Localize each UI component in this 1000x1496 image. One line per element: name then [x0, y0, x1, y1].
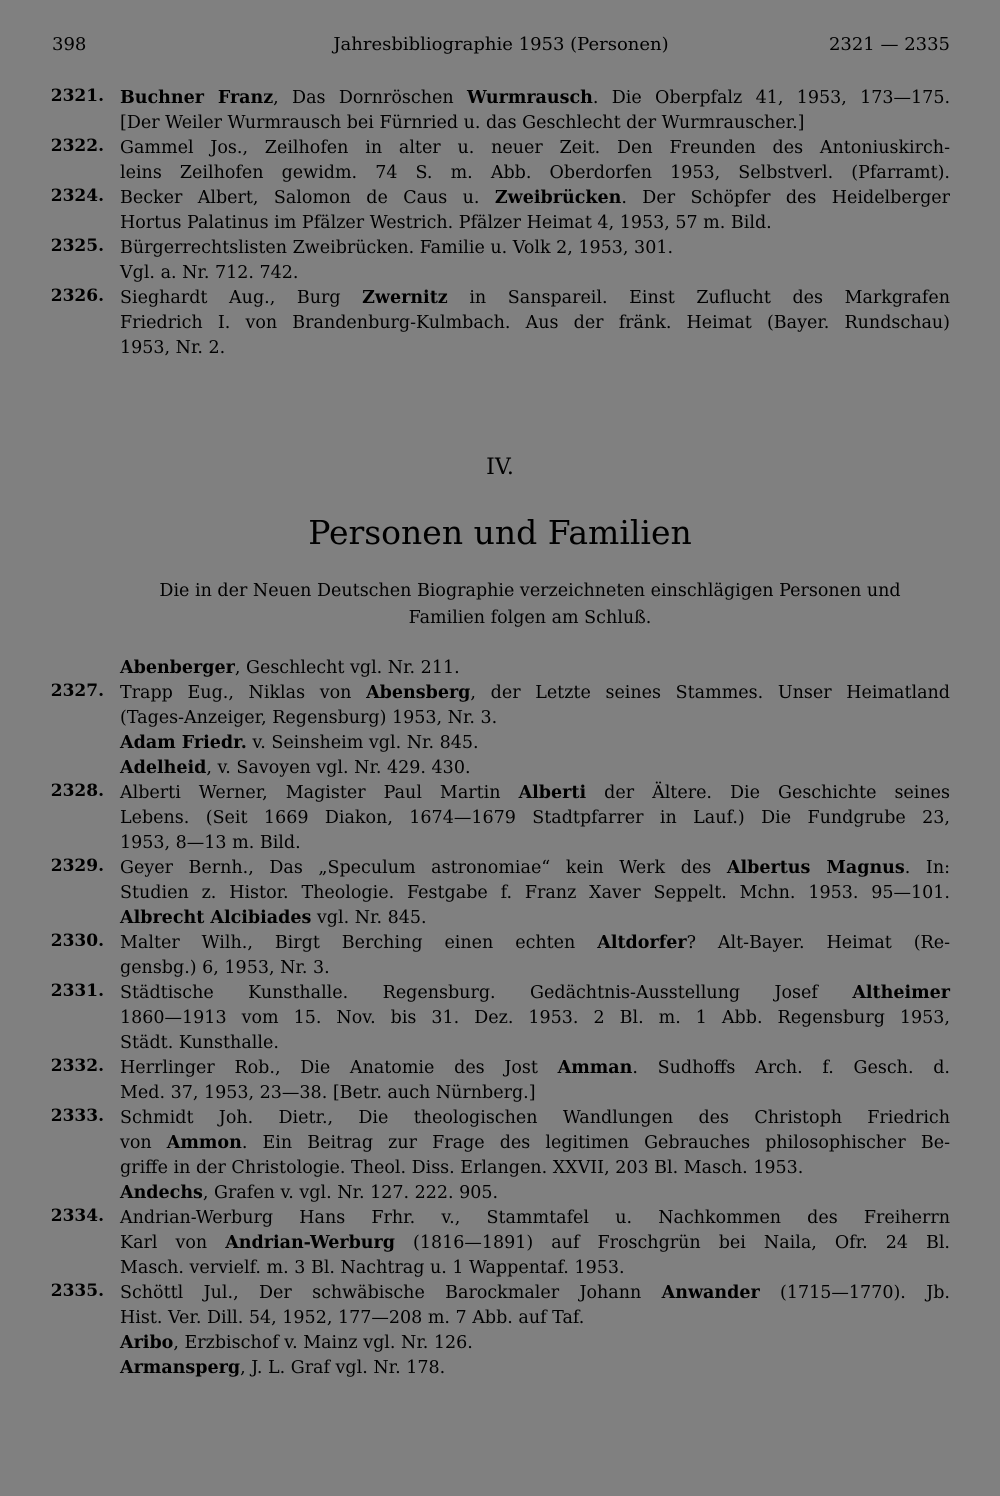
- entry-line: Vgl. a. Nr. 712. 742.: [120, 263, 299, 283]
- ref-name: Aribo: [120, 1333, 174, 1353]
- text: (1715—1770). Jb.: [759, 1283, 950, 1303]
- entry-2330: [40, 931, 950, 981]
- entry-number: 2333.: [50, 1106, 104, 1126]
- text: ? Alt-Bayer. Heimat (Re-: [686, 933, 951, 953]
- ref-name: Albrecht Alcibiades: [120, 908, 312, 928]
- entry-line: Gammel Jos., Zeilhofen in alter u. neuer Zeit. Den Freunden des Antoniuskirch-: [120, 138, 950, 158]
- cross-reference: [120, 1356, 950, 1381]
- keyword: Wurmrausch: [466, 88, 593, 108]
- entry-range: 2321 — 2335: [828, 34, 950, 55]
- entry-line: Städt. Kunsthalle.: [120, 1033, 279, 1053]
- entry-number: 2322.: [50, 136, 104, 156]
- text: Geyer Bernh., Das „Speculum astronomiae“ kein Werk des: [120, 858, 727, 878]
- text: in Sanspareil. Einst Zuflucht des Markgrafen: [447, 288, 950, 308]
- entry-2321: [40, 86, 950, 136]
- text: Städtische Kunsthalle. Regensburg. Gedächtnis-Ausstellung Josef: [120, 983, 853, 1003]
- entry-number: 2329.: [50, 856, 104, 876]
- text: Trapp Eug., Niklas von: [120, 683, 367, 703]
- ref-text: vgl. Nr. 845.: [311, 908, 427, 928]
- keyword: Altdorfer: [597, 933, 687, 953]
- ref-text: , Geschlecht vgl. Nr. 211.: [234, 658, 460, 678]
- entry-line: 1953, 8—13 m. Bild.: [120, 833, 301, 853]
- cross-reference: [120, 1331, 950, 1356]
- ref-name: Abenberger: [120, 658, 235, 678]
- keyword: Altheimer: [852, 983, 950, 1003]
- entry-2328: [40, 781, 950, 856]
- text: . In:: [904, 858, 950, 878]
- entry-line: leins Zeilhofen gewidm. 74 S. m. Abb. Oberdorfen 1953, Selbstverl. (Pfarramt).: [120, 163, 950, 183]
- entry-line: Masch. vervielf. m. 3 Bl. Nachtrag u. 1 Wappentaf. 1953.: [120, 1258, 625, 1278]
- ref-name: Andechs: [120, 1183, 203, 1203]
- keyword: Albertus Magnus: [726, 858, 905, 878]
- entry-number: 2332.: [50, 1056, 104, 1076]
- entry-2333: [40, 1106, 950, 1181]
- entry-line: Friedrich I. von Brandenburg-Kulmbach. Aus der fränk. Heimat (Bayer. Rundschau): [120, 313, 950, 333]
- text: von: [120, 1133, 167, 1153]
- keyword: Anwander: [661, 1283, 760, 1303]
- entry-2335: [40, 1281, 950, 1331]
- entry-number: 2325.: [50, 236, 104, 256]
- entry-number: 2335.: [50, 1281, 104, 1301]
- intro-line: Die in der Neuen Deutschen Biographie verzeichneten einschlägigen Personen und: [159, 581, 901, 601]
- entry-line: Bürgerrechtslisten Zweibrücken. Familie u. Volk 2, 1953, 301.: [120, 238, 674, 258]
- cross-reference: [120, 656, 950, 681]
- text: . Der Schöpfer des Heidelberger: [621, 188, 950, 208]
- entry-line: Andrian-Werburg Hans Frhr. v., Stammtafel u. Nachkommen des Freiherrn: [120, 1208, 950, 1228]
- ref-text: , v. Savoyen vgl. Nr. 429. 430.: [206, 758, 471, 778]
- entries-top: [40, 86, 950, 361]
- entry-2326: [40, 286, 950, 361]
- entries-bottom: [40, 656, 950, 1381]
- page-number: 398: [52, 34, 87, 55]
- entry-2332: [40, 1056, 950, 1106]
- ref-text: , Grafen v. vgl. Nr. 127. 222. 905.: [202, 1183, 499, 1203]
- ref-text: , Erzbischof v. Mainz vgl. Nr. 126.: [173, 1333, 473, 1353]
- entry-2324: [40, 186, 950, 236]
- entry-number: 2331.: [50, 981, 104, 1001]
- entry-number: 2330.: [50, 931, 104, 951]
- ref-name: Adelheid: [120, 758, 207, 778]
- entry-2325: [40, 236, 950, 286]
- entry-line: gensbg.) 6, 1953, Nr. 3.: [120, 958, 330, 978]
- entry-number: 2327.: [50, 681, 104, 701]
- entry-number: 2321.: [50, 86, 104, 106]
- cross-reference: [120, 756, 950, 781]
- entry-line: Lebens. (Seit 1669 Diakon, 1674—1679 Stadtpfarrer in Lauf.) Die Fundgrube 23,: [120, 808, 950, 828]
- keyword: Ammon: [166, 1133, 242, 1153]
- entry-line: Med. 37, 1953, 23—38. [Betr. auch Nürnberg.]: [120, 1083, 536, 1103]
- entry-line: Studien z. Histor. Theologie. Festgabe f. Franz Xaver Seppelt. Mchn. 1953. 95—101.: [120, 883, 950, 903]
- entry-2329: [40, 856, 950, 906]
- entry-line: 1860—1913 vom 15. Nov. bis 31. Dez. 1953. 2 Bl. m. 1 Abb. Regensburg 1953,: [120, 1008, 950, 1028]
- section-intro: [118, 578, 942, 632]
- text: . Sudhoffs Arch. f. Gesch. d.: [632, 1058, 950, 1078]
- section-number: IV.: [486, 455, 514, 480]
- text: , Das Dornröschen: [273, 88, 467, 108]
- entry-line: Hist. Ver. Dill. 54, 1952, 177—208 m. 7 Abb. auf Taf.: [120, 1308, 585, 1328]
- cross-reference: [120, 731, 950, 756]
- intro-line: Familien folgen am Schluß.: [408, 608, 652, 628]
- entry-line: [Der Weiler Wurmrausch bei Fürnried u. das Geschlecht der Wurmrauscher.]: [120, 113, 805, 133]
- keyword: Zwernitz: [362, 288, 448, 308]
- entry-2322: [40, 136, 950, 186]
- entry-number: 2324.: [50, 186, 104, 206]
- entry-2327: [40, 681, 950, 731]
- cross-reference: [120, 906, 950, 931]
- entry-number: 2334.: [50, 1206, 104, 1226]
- text: . Ein Beitrag zur Frage des legitimen Gebrauches philosophischer Be-: [241, 1133, 950, 1153]
- keyword: Alberti: [518, 783, 587, 803]
- text: Malter Wilh., Birgt Berching einen echten: [120, 933, 598, 953]
- entry-line: griffe in der Christologie. Theol. Diss. Erlangen. XXVII, 203 Bl. Masch. 1953.: [120, 1158, 804, 1178]
- text: der Ältere. Die Geschichte seines: [586, 783, 950, 803]
- keyword: Amman: [557, 1058, 633, 1078]
- entry-line: Schmidt Joh. Dietr., Die theologischen Wandlungen des Christoph Friedrich: [120, 1108, 950, 1128]
- keyword: Zweibrücken: [494, 188, 622, 208]
- entry-line: 1953, Nr. 2.: [120, 338, 226, 358]
- ref-name: Adam Friedr.: [120, 733, 247, 753]
- entry-line: Hortus Palatinus im Pfälzer Westrich. Pfälzer Heimat 4, 1953, 57 m. Bild.: [120, 213, 772, 233]
- entry-number: 2328.: [50, 781, 104, 801]
- keyword: Andrian-Werburg: [225, 1233, 395, 1253]
- running-header: [52, 34, 950, 60]
- text: Sieghardt Aug., Burg: [120, 288, 363, 308]
- entry-number: 2326.: [50, 286, 104, 306]
- ref-text: , J. L. Graf vgl. Nr. 178.: [240, 1358, 446, 1378]
- entry-2331: [40, 981, 950, 1056]
- ref-name: Armansperg: [120, 1358, 241, 1378]
- text: . Die Oberpfalz 41, 1953, 173—175.: [592, 88, 951, 108]
- running-title: Jahresbibliographie 1953 (Personen): [333, 34, 669, 55]
- text: Schöttl Jul., Der schwäbische Barockmaler Johann: [120, 1283, 662, 1303]
- ref-text: v. Seinsheim vgl. Nr. 845.: [246, 733, 479, 753]
- text: Karl von: [120, 1233, 226, 1253]
- entry-2334: [40, 1206, 950, 1281]
- entry-line: (Tages-Anzeiger, Regensburg) 1953, Nr. 3.: [120, 708, 498, 728]
- text: (1816—1891) auf Froschgrün bei Naila, Ofr. 24 Bl.: [395, 1233, 950, 1253]
- text: , der Letzte seines Stammes. Unser Heimatland: [470, 683, 950, 703]
- keyword: Abensberg: [366, 683, 471, 703]
- section-title: Personen und Familien: [308, 513, 692, 552]
- text: Becker Albert, Salomon de Caus u.: [120, 188, 495, 208]
- cross-reference: [120, 1181, 950, 1206]
- text: Alberti Werner, Magister Paul Martin: [120, 783, 519, 803]
- text: Herrlinger Rob., Die Anatomie des Jost: [120, 1058, 558, 1078]
- author: Buchner Franz: [120, 88, 274, 108]
